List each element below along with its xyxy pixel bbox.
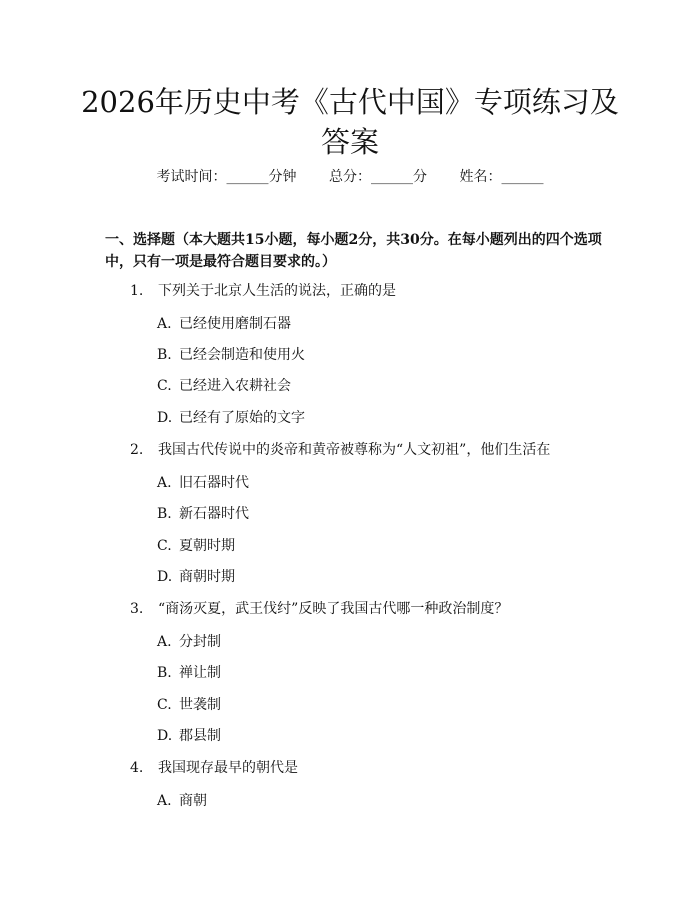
- question-3-option-d: [157, 726, 221, 746]
- question-2-option-a: [157, 473, 249, 493]
- question-1-option-b: [157, 345, 305, 365]
- option-text: 商朝时期: [179, 569, 235, 585]
- option-text: 商朝: [179, 793, 207, 809]
- option-letter: C.: [157, 697, 172, 713]
- option-text: 新石器时代: [179, 506, 249, 522]
- option-text: 已经使用磨制石器: [179, 316, 291, 332]
- option-letter: D.: [157, 410, 173, 426]
- option-letter: B.: [157, 506, 172, 522]
- question-3: [130, 599, 508, 619]
- option-text: 已经会制造和使用火: [179, 347, 305, 363]
- question-1: [130, 281, 396, 301]
- option-letter: A.: [157, 793, 172, 809]
- question-2-option-d: [157, 567, 235, 587]
- option-text: 世袭制: [179, 697, 221, 713]
- option-letter: A.: [157, 475, 172, 491]
- question-4: [130, 758, 298, 778]
- option-letter: B.: [157, 347, 172, 363]
- option-text: 已经进入农耕社会: [179, 378, 291, 394]
- exam-time-field: 考试时间：______分钟: [156, 169, 297, 185]
- question-2-option-b: [157, 504, 249, 524]
- option-text: 夏朝时期: [179, 538, 235, 554]
- option-text: 禅让制: [179, 665, 221, 681]
- question-number: 3.: [130, 601, 144, 617]
- option-text: 分封制: [179, 634, 221, 650]
- question-1-option-a: [157, 314, 291, 334]
- option-letter: C.: [157, 538, 172, 554]
- option-text: 已经有了原始的文字: [179, 410, 305, 426]
- option-letter: B.: [157, 665, 172, 681]
- question-number: 4.: [130, 760, 144, 776]
- page-title: 2026年历史中考《古代中国》专项练习及答案: [81, 85, 619, 159]
- question-text: 我国现存最早的朝代是: [158, 760, 298, 776]
- option-letter: D.: [157, 569, 173, 585]
- section-heading: 一、选择题（本大题共15小题，每小题2分，共30分。在每小题列出的四个选项中，只有一项是最符合题目要求的。）: [105, 232, 602, 270]
- option-letter: A.: [157, 634, 172, 650]
- question-2: [130, 440, 550, 460]
- question-text: 我国古代传说中的炎帝和黄帝被尊称为“人文初祖”，他们生活在: [158, 442, 551, 458]
- question-number: 2.: [130, 442, 144, 458]
- question-1-option-c: [157, 376, 291, 396]
- question-1-option-d: [157, 408, 305, 428]
- option-text: 旧石器时代: [179, 475, 249, 491]
- question-text: “商汤灭夏，武王伐纣”反映了我国古代哪一种政治制度？: [158, 601, 509, 617]
- exam-info: [0, 167, 700, 187]
- question-3-option-a: [157, 632, 221, 652]
- question-number: 1.: [130, 283, 144, 299]
- option-letter: D.: [157, 728, 173, 744]
- option-letter: C.: [157, 378, 172, 394]
- exam-name-field: 姓名：______: [459, 169, 544, 185]
- question-3-option-c: [157, 695, 221, 715]
- question-4-option-a: [157, 791, 207, 811]
- question-2-option-c: [157, 536, 235, 556]
- option-letter: A.: [157, 316, 172, 332]
- exam-score-field: 总分：______分: [329, 169, 427, 185]
- option-text: 郡县制: [179, 728, 221, 744]
- question-3-option-b: [157, 663, 221, 683]
- question-text: 下列关于北京人生活的说法，正确的是: [158, 283, 396, 299]
